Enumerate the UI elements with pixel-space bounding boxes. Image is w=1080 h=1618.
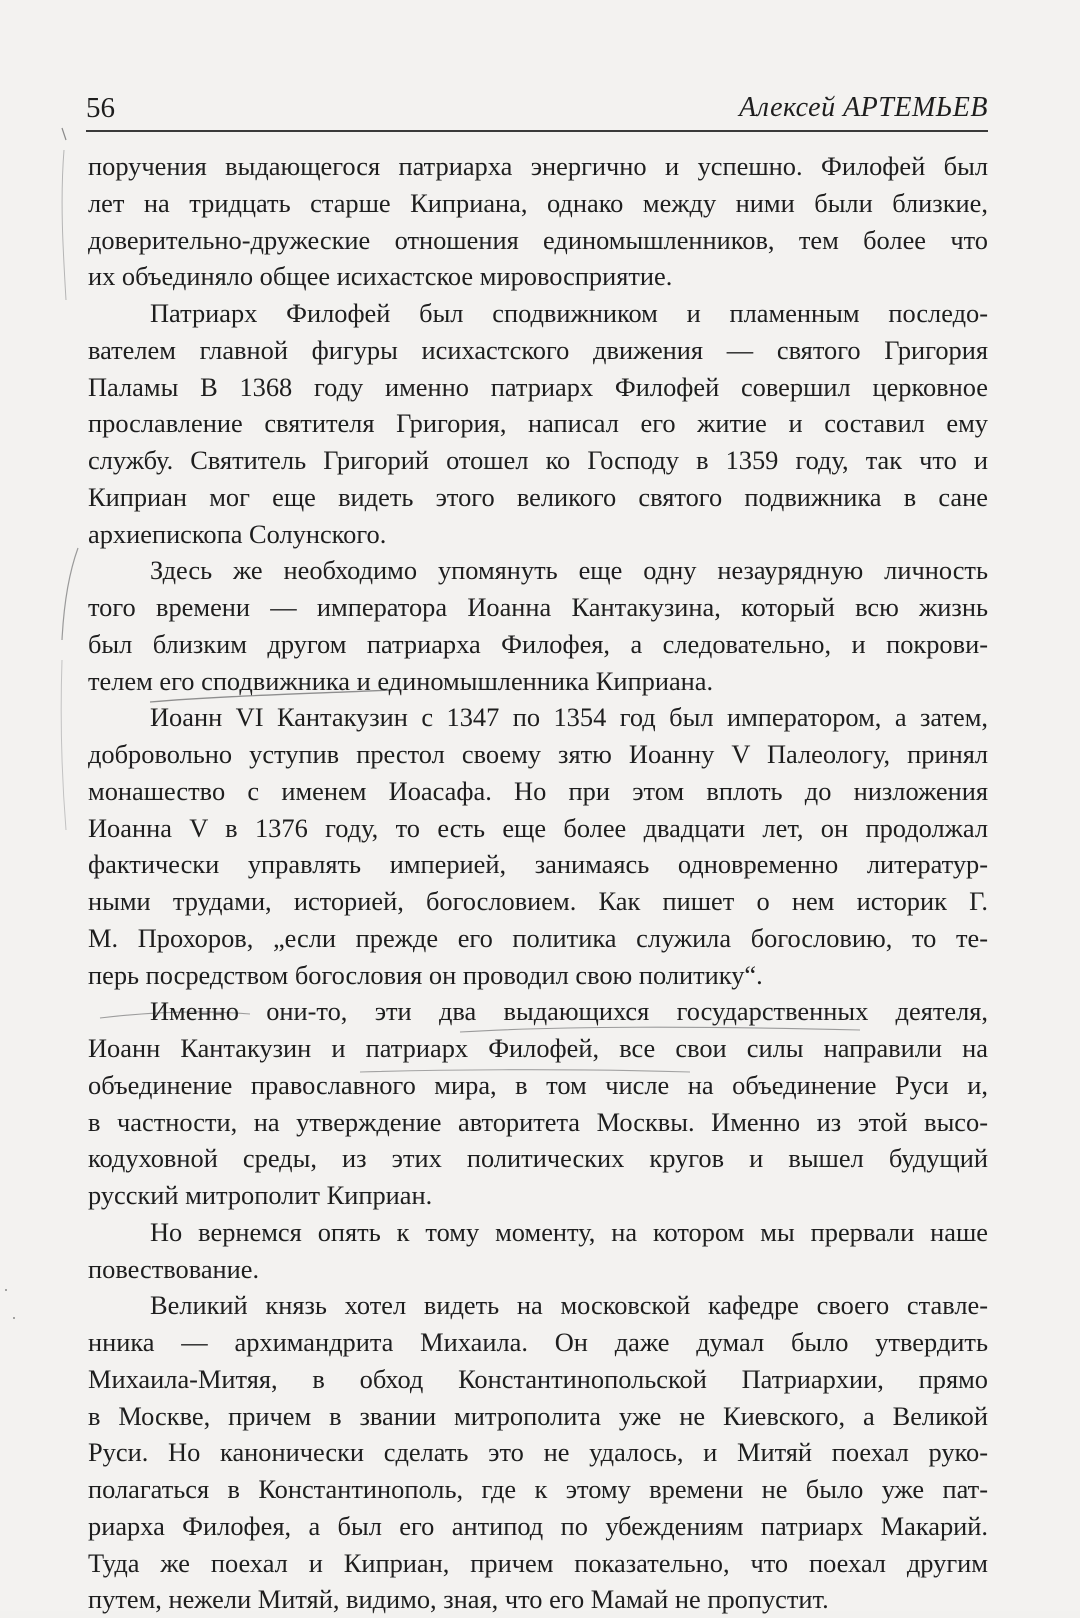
text-line: ными трудами, историей, богословием. Как пишет о нем историк Г. xyxy=(88,886,988,916)
page-number: 56 xyxy=(86,92,115,124)
text-line: Патриарх Филофей был сподвижником и пламенным последо- xyxy=(150,298,988,328)
paragraph-6 xyxy=(88,1214,988,1288)
text-line: их объединяло общее исихастское мировосприятие. xyxy=(88,261,673,292)
text-line: Киприан мог еще видеть этого великого святого подвижника в сане xyxy=(88,481,988,512)
text-line: перь посредством богословия он проводил свою политику“. xyxy=(88,959,763,990)
text-line: Здесь же необходимо упомянуть еще одну незаурядную личность xyxy=(150,555,988,586)
text-line: риарха Филофея, а был его антипод по убеждениям патриарх Макарий. xyxy=(88,1510,988,1541)
text-line: М. Прохоров, „если прежде его политика служила богословию, то те- xyxy=(88,922,988,953)
page-header xyxy=(86,88,988,132)
text-line: кодуховной среды, из этих политических кругов и вышел будущий xyxy=(88,1143,988,1174)
text-line: службу. Святитель Григорий отошел ко Господу в 1359 году, так что и xyxy=(88,445,988,475)
text-line: в частности, на утверждение авторитета Москвы. Именно из этой высо- xyxy=(88,1106,988,1137)
text-line: повествование. xyxy=(88,1253,260,1284)
text-line: путем, нежели Митяй, видимо, зная, что его Мамай не пропустит. xyxy=(88,1584,829,1615)
text-line: лет на тридцать старше Киприана, однако между ними были близкие, xyxy=(88,187,988,218)
text-line: в Москве, причем в звании митрополита уже не Киевского, а Великой xyxy=(88,1400,988,1431)
text-line: телем его сподвижника и единомышленника Киприана. xyxy=(88,665,714,696)
text-line: полагаться в Константинополь, где к этому времени не было уже пат- xyxy=(88,1474,988,1504)
text-line: доверительно-дружеские отношения единомышленников, тем более что xyxy=(88,224,988,255)
text-line: Но вернемся опять к тому моменту, на котором мы прервали наше xyxy=(150,1216,988,1247)
paragraph-5 xyxy=(88,993,988,1214)
text-line: Руси. Но канонически сделать это не удалось, и Митяй поехал руко- xyxy=(88,1437,988,1468)
text-line: Паламы В 1368 году именно патриарх Филофей совершил церковное xyxy=(88,371,988,402)
paragraph-2 xyxy=(88,295,988,552)
running-head-author: Алексей АРТЕМЬЕВ xyxy=(739,92,988,123)
text-line: Туда же поехал и Киприан, причем показательно, что поехал другим xyxy=(88,1547,988,1578)
text-line: нника — архимандрита Михаила. Он даже думал было утвердить xyxy=(88,1327,988,1357)
text-line: Иоанна V в 1376 году, то есть еще более двадцати лет, он продолжал xyxy=(88,812,988,843)
paragraph-1 xyxy=(88,148,988,295)
text-line: Михаила-Митяя, в обход Константинопольской Патриархии, прямо xyxy=(88,1363,988,1394)
text-line: фактически управлять империей, занимаясь одновременно литератур- xyxy=(88,849,988,880)
text-line: того времени — императора Иоанна Кантакузина, который всю жизнь xyxy=(88,592,988,622)
paragraph-7 xyxy=(88,1287,988,1618)
text-line: архиепископа Солунского. xyxy=(88,518,387,549)
text-line: добровольно уступив престол своему зятю Иоанну V Палеологу, принял xyxy=(88,739,988,769)
text-line: прославление святителя Григория, написал его житие и составил ему xyxy=(88,408,988,439)
text-line: монашество с именем Иоасафа. Но при этом вплоть до низложения xyxy=(88,775,988,806)
text-line: поручения выдающегося патриарха энергично и успешно. Филофей был xyxy=(88,151,988,181)
text-line: Великий князь хотел видеть на московской кафедре своего ставле- xyxy=(150,1290,988,1321)
paragraph-4 xyxy=(88,699,988,993)
text-line: Иоанн Кантакузин и патриарх Филофей, все свои силы направили на xyxy=(88,1033,988,1063)
text-line: был близким другом патриарха Филофея, а следовательно, и покрови- xyxy=(88,628,988,659)
text-line: объединение православного мира, в том числе на объединение Руси и, xyxy=(88,1069,988,1100)
text-line: Иоанн VI Кантакузин с 1347 по 1354 год был императором, а затем, xyxy=(150,702,988,733)
text-line: вателем главной фигуры исихастского движения — святого Григория xyxy=(88,334,988,365)
body-text xyxy=(88,148,988,1618)
text-line: русский митрополит Киприан. xyxy=(88,1180,433,1210)
text-line: Именно они-то, эти два выдающихся государственных деятеля, xyxy=(150,996,988,1027)
paragraph-3 xyxy=(88,552,988,699)
